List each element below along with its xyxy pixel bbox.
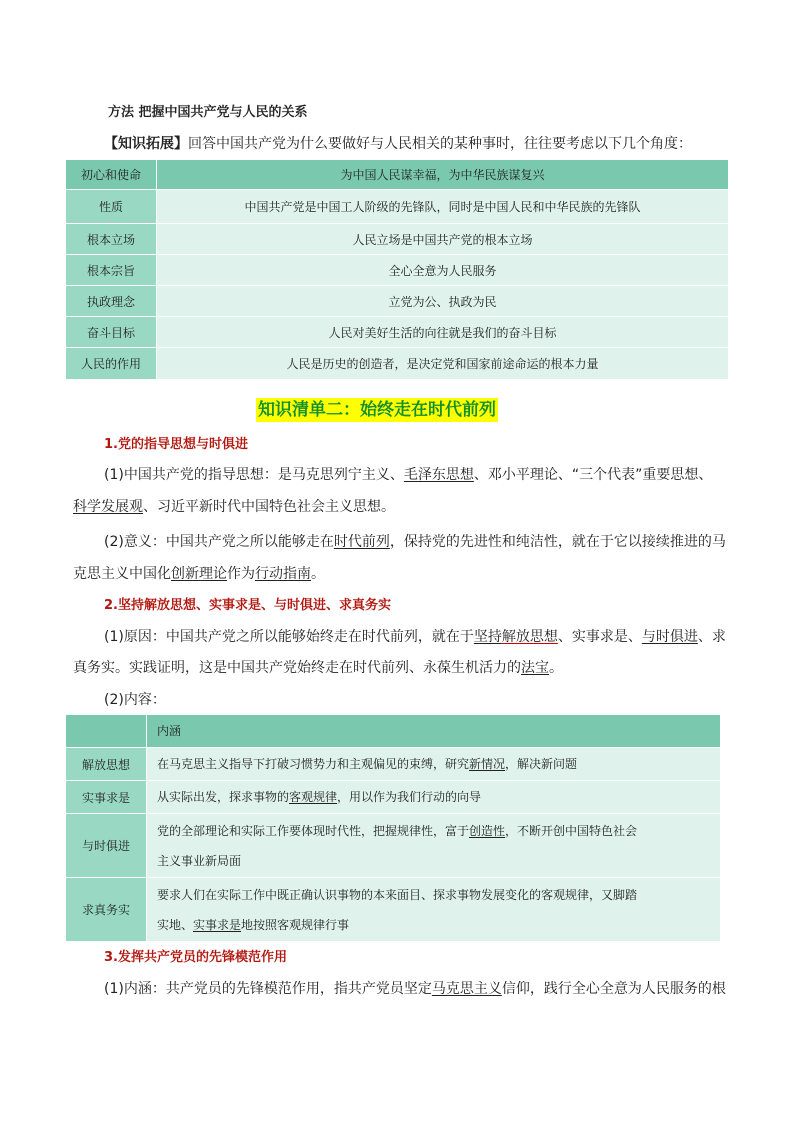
row-label: 求真务实 [66, 878, 147, 942]
text-span: 、求 [697, 629, 726, 645]
text-span: 、实事求是、 [557, 629, 642, 645]
text-span: 真务实。实践证明，这是中国共产党始终走在时代前列、永葆生机活力的 [73, 660, 521, 676]
row-label: 奋斗目标 [66, 317, 157, 348]
row-label: 性质 [66, 190, 157, 224]
table-row [66, 814, 721, 878]
row-label: 解放思想 [66, 748, 147, 781]
row-value: 从实际出发，探求事物的客观规律，用以作为我们行动的向导 [147, 781, 721, 814]
s3-paragraph-line [104, 979, 726, 999]
row-value: 在马克思主义指导下打破习惯势力和主观偏见的束缚，研究新情况，解决新问题 [147, 748, 721, 781]
table-row [66, 255, 729, 286]
row-value: 党的全部理论和实际工作要体现时代性，把握规律性，富于创造性，不断开创中国特色社会 主义事业新局面 [147, 814, 721, 878]
underlined-term: 科学发展观 [73, 499, 143, 515]
row-value: 中国共产党是中国工人阶级的先锋队，同时是中国人民和中华民族的先锋队 [157, 190, 729, 224]
s1-paragraph-line [104, 532, 726, 552]
underlined-term: 毛泽东思想 [403, 467, 474, 483]
s1-paragraph-line [104, 465, 712, 485]
table-row [66, 878, 721, 942]
section2-title-text: 2.坚持解放思想、实事求是、与时俱进、求真务实 [104, 598, 391, 613]
header-cell: 内涵 [147, 715, 721, 748]
section-banner: 知识清单二：始终走在时代前列 [258, 400, 496, 420]
text-span: 、邓小平理论、“三个代表”重要思想、 [473, 467, 713, 483]
method-title: 方法 把握中国共产党与人民的关系 [108, 105, 308, 120]
s1-paragraph-line [73, 564, 325, 584]
text-span: 作为 [227, 566, 255, 582]
table-row [66, 748, 721, 781]
text-span: 。 [311, 566, 325, 582]
text-span: (1)内涵：共产党员的先锋模范作用，指共产党员坚定 [104, 981, 432, 997]
content-table [65, 714, 721, 942]
row-value: 全心全意为人民服务 [157, 255, 729, 286]
row-value: 要求人们在实际工作中既正确认识事物的本来面目、探求事物发展变化的客观规律，又脚踏 实地、实事求是地按照客观规律行事 [147, 878, 721, 942]
underlined-term: 马克思主义 [431, 981, 502, 997]
section2-title [104, 596, 391, 616]
section1-title: 1.党的指导思想与时俱进 [104, 437, 248, 452]
underlined-term: 坚持 [473, 629, 502, 645]
underlined-term: 行动指南 [255, 566, 311, 582]
row-label: 根本立场 [66, 224, 157, 255]
text-span: (1)原因：中国共产党之所以能够始终走在时代前列，就在于 [104, 629, 474, 645]
text-span: (1)中国共产党的指导思想：是马克思列宁主义、 [104, 467, 404, 483]
s2-content-label: (2)内容： [104, 692, 166, 708]
table-header-row [66, 715, 721, 748]
table-row [66, 190, 729, 224]
header-blank [66, 715, 147, 748]
row-value: 为中国人民谋幸福，为中华民族谋复兴 [157, 160, 729, 190]
text-span: 。 [549, 660, 563, 676]
relationship-table [65, 159, 729, 380]
underlined-term: 法宝 [521, 660, 549, 676]
section3-title: 3.发挥共产党员的先锋模范作用 [104, 950, 287, 965]
text-span: 克思主义中国化 [73, 566, 171, 582]
row-label: 与时俱进 [66, 814, 147, 878]
table-row [66, 348, 729, 380]
expand-label: 【知识拓展】 [104, 136, 188, 152]
row-label: 根本宗旨 [66, 255, 157, 286]
underlined-term: 与时俱进 [641, 629, 698, 645]
s2-paragraph-line [104, 627, 726, 647]
text-span: ，保持党的先进性和纯洁性，就在于它以接续推进的马 [389, 534, 726, 550]
row-value: 立党为公、执政为民 [157, 286, 729, 317]
row-label: 初心和使命 [66, 160, 157, 190]
table-row [66, 317, 729, 348]
expand-text: 回答中国共产党为什么要做好与人民相关的某种事时，往往要考虑以下几个角度： [188, 136, 692, 152]
row-label: 实事求是 [66, 781, 147, 814]
text-span: 信仰，践行全心全意为人民服务的根 [501, 981, 726, 997]
expand-paragraph [104, 134, 692, 154]
row-label: 执政理念 [66, 286, 157, 317]
underlined-term: 解放思想 [501, 629, 558, 645]
table-row [66, 781, 721, 814]
underlined-term: 创新理论 [171, 566, 227, 582]
table-row [66, 160, 729, 190]
table-row [66, 286, 729, 317]
text-span: (2)意义：中国共产党之所以能够走在 [104, 534, 334, 550]
text-span: 、习近平新时代中国特色社会主义思想。 [143, 499, 395, 515]
s1-paragraph-line [73, 497, 395, 517]
row-value: 人民立场是中国共产党的根本立场 [157, 224, 729, 255]
row-label: 人民的作用 [66, 348, 157, 380]
table-row [66, 224, 729, 255]
s2-paragraph-line [73, 658, 563, 678]
underlined-term: 时代前列 [333, 534, 390, 550]
row-value: 人民对美好生活的向往就是我们的奋斗目标 [157, 317, 729, 348]
row-value: 人民是历史的创造者，是决定党和国家前途命运的根本力量 [157, 348, 729, 380]
